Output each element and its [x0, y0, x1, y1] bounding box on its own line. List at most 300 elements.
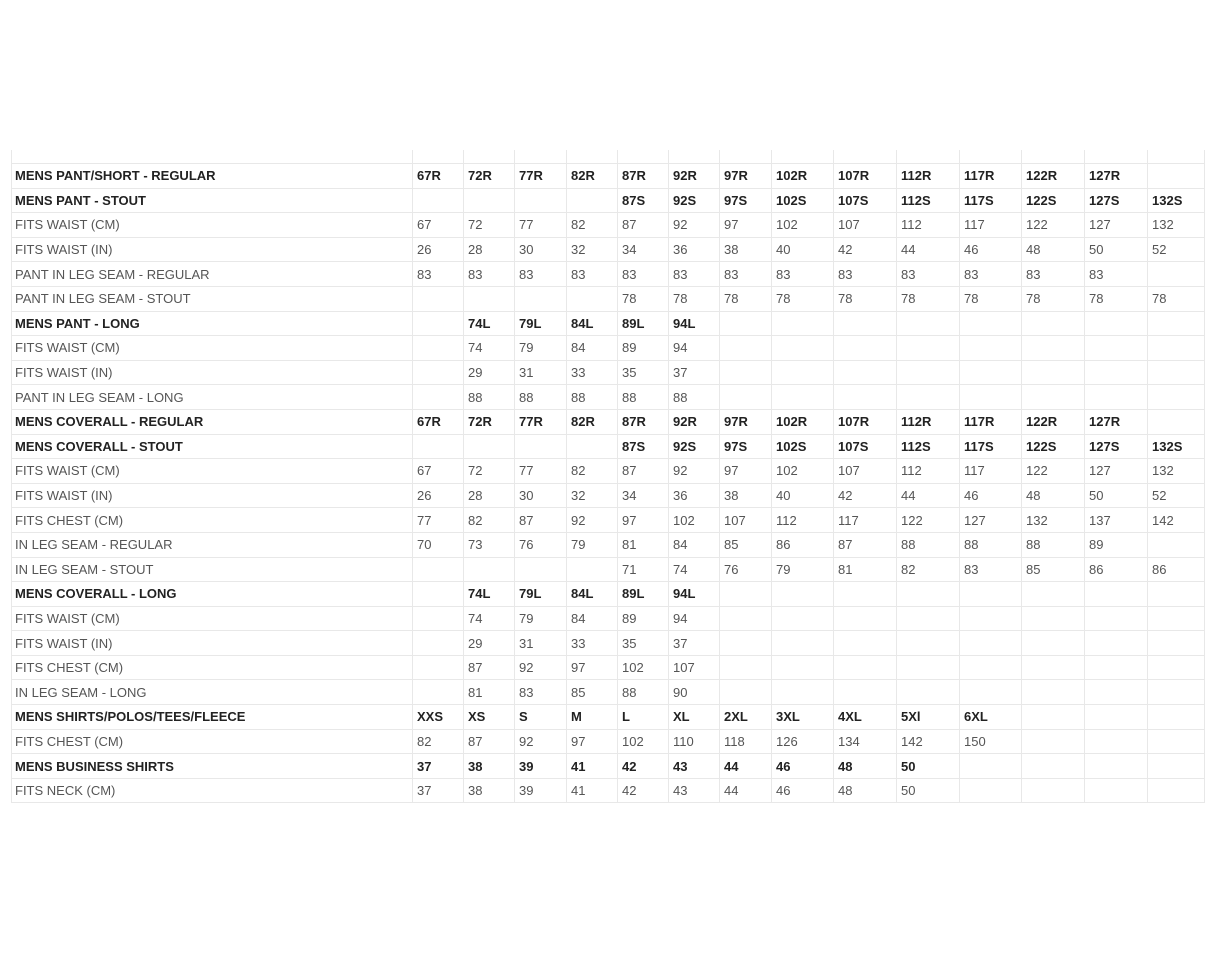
size-cell: 89L: [618, 311, 669, 336]
size-cell: [772, 385, 834, 410]
spacer-cell: [669, 150, 720, 164]
size-cell: 127: [1085, 213, 1148, 238]
size-cell: 127R: [1085, 409, 1148, 434]
table-row: [12, 262, 1205, 287]
size-cell: [834, 582, 897, 607]
size-cell: 97S: [720, 188, 772, 213]
size-cell: 67R: [413, 409, 464, 434]
size-cell: 112: [772, 508, 834, 533]
size-cell: 83: [772, 262, 834, 287]
table-row: [12, 582, 1205, 607]
size-cell: 30: [515, 237, 567, 262]
size-cell: 112R: [897, 409, 960, 434]
size-cell: 142: [1148, 508, 1205, 533]
size-cell: [1022, 311, 1085, 336]
size-cell: 77R: [515, 409, 567, 434]
size-cell: 87S: [618, 188, 669, 213]
size-cell: 102R: [772, 409, 834, 434]
size-cell: 87: [464, 729, 515, 754]
size-cell: [515, 188, 567, 213]
size-cell: 73: [464, 532, 515, 557]
size-cell: [834, 336, 897, 361]
size-cell: M: [567, 705, 618, 730]
size-cell: 76: [720, 557, 772, 582]
size-cell: 83: [1085, 262, 1148, 287]
size-cell: 122R: [1022, 164, 1085, 189]
size-cell: 127S: [1085, 188, 1148, 213]
size-cell: [413, 606, 464, 631]
size-cell: [1022, 606, 1085, 631]
size-cell: [1022, 655, 1085, 680]
size-cell: 88: [960, 532, 1022, 557]
size-cell: [834, 385, 897, 410]
size-cell: 107R: [834, 164, 897, 189]
size-cell: 117R: [960, 409, 1022, 434]
table-row: [12, 705, 1205, 730]
size-cell: 83: [669, 262, 720, 287]
size-cell: 92: [515, 729, 567, 754]
size-cell: [567, 434, 618, 459]
size-cell: [772, 360, 834, 385]
size-cell: 83: [720, 262, 772, 287]
size-cell: [1085, 336, 1148, 361]
size-cell: 89: [618, 606, 669, 631]
size-cell: 83: [960, 262, 1022, 287]
size-cell: 92: [669, 459, 720, 484]
size-cell: S: [515, 705, 567, 730]
size-cell: 87: [618, 213, 669, 238]
size-cell: 37: [413, 754, 464, 779]
table-row: [12, 483, 1205, 508]
size-cell: [960, 655, 1022, 680]
size-cell: [1148, 164, 1205, 189]
size-cell: 83: [1022, 262, 1085, 287]
size-cell: 118: [720, 729, 772, 754]
size-cell: [772, 655, 834, 680]
size-cell: 67R: [413, 164, 464, 189]
size-cell: 92S: [669, 188, 720, 213]
size-cell: 77: [413, 508, 464, 533]
size-cell: XS: [464, 705, 515, 730]
size-cell: 117R: [960, 164, 1022, 189]
size-cell: 107S: [834, 188, 897, 213]
size-cell: 132: [1148, 213, 1205, 238]
size-cell: 107: [669, 655, 720, 680]
size-cell: 31: [515, 360, 567, 385]
sizing-table: [11, 150, 1205, 803]
size-cell: [960, 778, 1022, 803]
size-cell: 112: [897, 459, 960, 484]
size-cell: [1148, 680, 1205, 705]
size-cell: 102S: [772, 188, 834, 213]
size-cell: 83: [413, 262, 464, 287]
size-cell: 70: [413, 532, 464, 557]
size-cell: 87R: [618, 409, 669, 434]
size-cell: [413, 655, 464, 680]
size-cell: 82R: [567, 409, 618, 434]
size-cell: 4XL: [834, 705, 897, 730]
size-cell: 83: [618, 262, 669, 287]
size-cell: 127S: [1085, 434, 1148, 459]
size-cell: 92S: [669, 434, 720, 459]
row-label: FITS CHEST (CM): [12, 655, 413, 680]
row-label: PANT IN LEG SEAM - REGULAR: [12, 262, 413, 287]
spacer-cell: [515, 150, 567, 164]
size-cell: 102R: [772, 164, 834, 189]
size-cell: [515, 557, 567, 582]
size-cell: 88: [567, 385, 618, 410]
table-row: [12, 778, 1205, 803]
size-cell: [1085, 385, 1148, 410]
size-cell: 107: [834, 213, 897, 238]
table-row: [12, 508, 1205, 533]
size-cell: 52: [1148, 237, 1205, 262]
size-cell: 137: [1085, 508, 1148, 533]
size-cell: 79L: [515, 582, 567, 607]
size-cell: [960, 754, 1022, 779]
size-cell: [1148, 778, 1205, 803]
table-row: [12, 729, 1205, 754]
size-cell: 72: [464, 459, 515, 484]
size-cell: 34: [618, 483, 669, 508]
size-cell: 92R: [669, 164, 720, 189]
size-cell: 89: [618, 336, 669, 361]
size-cell: XL: [669, 705, 720, 730]
size-cell: 87R: [618, 164, 669, 189]
size-cell: 97S: [720, 434, 772, 459]
size-cell: 94L: [669, 582, 720, 607]
size-cell: 92: [669, 213, 720, 238]
size-cell: [1085, 778, 1148, 803]
row-label: FITS WAIST (CM): [12, 606, 413, 631]
size-cell: 94: [669, 606, 720, 631]
size-cell: 29: [464, 631, 515, 656]
table-row: [12, 311, 1205, 336]
size-cell: 39: [515, 778, 567, 803]
table-row: [12, 557, 1205, 582]
spacer-cell: [464, 150, 515, 164]
size-cell: 79L: [515, 311, 567, 336]
size-cell: 79: [515, 606, 567, 631]
size-cell: 82: [567, 459, 618, 484]
size-cell: [960, 336, 1022, 361]
size-cell: 79: [567, 532, 618, 557]
size-cell: XXS: [413, 705, 464, 730]
size-cell: 86: [1148, 557, 1205, 582]
size-cell: 90: [669, 680, 720, 705]
size-cell: [1022, 705, 1085, 730]
spacer-cell: [618, 150, 669, 164]
size-cell: [1148, 311, 1205, 336]
size-cell: 117S: [960, 188, 1022, 213]
table-row: [12, 606, 1205, 631]
size-cell: 88: [669, 385, 720, 410]
size-cell: 42: [834, 237, 897, 262]
size-cell: 81: [618, 532, 669, 557]
size-cell: 82: [464, 508, 515, 533]
size-cell: 97: [720, 213, 772, 238]
size-cell: 48: [834, 778, 897, 803]
size-cell: 97: [720, 459, 772, 484]
size-cell: 87S: [618, 434, 669, 459]
size-cell: 127: [1085, 459, 1148, 484]
size-cell: [897, 582, 960, 607]
size-cell: 2XL: [720, 705, 772, 730]
spacer-row: [12, 150, 1205, 164]
size-cell: 117S: [960, 434, 1022, 459]
spacer-cell: [772, 150, 834, 164]
size-cell: 83: [897, 262, 960, 287]
row-label: MENS PANT - LONG: [12, 311, 413, 336]
size-cell: 84: [669, 532, 720, 557]
size-cell: 84: [567, 606, 618, 631]
size-cell: 3XL: [772, 705, 834, 730]
size-cell: [1022, 729, 1085, 754]
table-row: [12, 655, 1205, 680]
size-cell: 72R: [464, 164, 515, 189]
size-cell: 74: [669, 557, 720, 582]
size-cell: 78: [618, 286, 669, 311]
spacer-cell: [960, 150, 1022, 164]
spacer-cell: [897, 150, 960, 164]
row-label: FITS CHEST (CM): [12, 508, 413, 533]
size-cell: 132S: [1148, 188, 1205, 213]
row-label: PANT IN LEG SEAM - STOUT: [12, 286, 413, 311]
size-cell: 107S: [834, 434, 897, 459]
size-cell: 102: [669, 508, 720, 533]
size-cell: [772, 631, 834, 656]
size-cell: 92R: [669, 409, 720, 434]
size-cell: 83: [464, 262, 515, 287]
size-cell: 117: [960, 213, 1022, 238]
size-cell: 122: [1022, 459, 1085, 484]
size-cell: [772, 582, 834, 607]
size-cell: [1148, 336, 1205, 361]
size-cell: 87: [464, 655, 515, 680]
size-cell: 38: [464, 754, 515, 779]
size-cell: 38: [720, 483, 772, 508]
size-cell: [413, 582, 464, 607]
table-row: [12, 237, 1205, 262]
size-cell: [897, 311, 960, 336]
spacer-cell: [12, 150, 413, 164]
size-cell: [1022, 336, 1085, 361]
spacer-cell: [1148, 150, 1205, 164]
size-cell: 83: [834, 262, 897, 287]
row-label: FITS WAIST (IN): [12, 237, 413, 262]
size-cell: 32: [567, 483, 618, 508]
size-cell: 107: [834, 459, 897, 484]
size-cell: 48: [1022, 237, 1085, 262]
size-cell: 40: [772, 237, 834, 262]
size-cell: 81: [464, 680, 515, 705]
size-cell: 132: [1148, 459, 1205, 484]
size-cell: 74: [464, 336, 515, 361]
size-cell: 52: [1148, 483, 1205, 508]
size-cell: 74L: [464, 582, 515, 607]
size-cell: 122S: [1022, 434, 1085, 459]
size-cell: [464, 188, 515, 213]
size-cell: [1022, 631, 1085, 656]
size-cell: 85: [567, 680, 618, 705]
size-cell: 78: [720, 286, 772, 311]
size-cell: 76: [515, 532, 567, 557]
row-label: FITS WAIST (CM): [12, 213, 413, 238]
size-cell: 44: [897, 483, 960, 508]
size-cell: [413, 434, 464, 459]
size-cell: [960, 311, 1022, 336]
table-row: [12, 164, 1205, 189]
size-cell: 38: [464, 778, 515, 803]
size-cell: [960, 385, 1022, 410]
size-cell: [1022, 385, 1085, 410]
size-cell: [515, 434, 567, 459]
size-cell: [1085, 655, 1148, 680]
spacer-cell: [413, 150, 464, 164]
size-cell: 94L: [669, 311, 720, 336]
size-cell: 46: [960, 483, 1022, 508]
size-cell: [1148, 655, 1205, 680]
size-cell: 82: [897, 557, 960, 582]
size-cell: 117: [960, 459, 1022, 484]
size-cell: [413, 286, 464, 311]
size-cell: 85: [720, 532, 772, 557]
size-cell: 38: [720, 237, 772, 262]
size-cell: [1085, 311, 1148, 336]
spacer-cell: [720, 150, 772, 164]
row-label: MENS PANT/SHORT - REGULAR: [12, 164, 413, 189]
table-row: [12, 213, 1205, 238]
size-cell: 33: [567, 631, 618, 656]
size-cell: [1022, 754, 1085, 779]
size-cell: [464, 434, 515, 459]
size-cell: 72R: [464, 409, 515, 434]
size-cell: 102S: [772, 434, 834, 459]
size-cell: 87: [515, 508, 567, 533]
row-label: FITS WAIST (CM): [12, 459, 413, 484]
size-cell: 86: [772, 532, 834, 557]
size-cell: 122: [1022, 213, 1085, 238]
size-cell: 37: [413, 778, 464, 803]
size-cell: [1022, 680, 1085, 705]
size-cell: 88: [464, 385, 515, 410]
size-cell: [897, 336, 960, 361]
size-cell: [897, 360, 960, 385]
size-cell: [960, 680, 1022, 705]
size-cell: 107R: [834, 409, 897, 434]
size-cell: 122S: [1022, 188, 1085, 213]
size-cell: 50: [897, 778, 960, 803]
size-cell: [720, 311, 772, 336]
size-cell: 74L: [464, 311, 515, 336]
size-cell: 87: [618, 459, 669, 484]
size-cell: 83: [515, 262, 567, 287]
size-cell: 28: [464, 237, 515, 262]
size-cell: 86: [1085, 557, 1148, 582]
size-cell: 78: [897, 286, 960, 311]
size-cell: 43: [669, 754, 720, 779]
size-cell: 50: [1085, 483, 1148, 508]
size-cell: [413, 311, 464, 336]
table-row: [12, 385, 1205, 410]
size-cell: [413, 336, 464, 361]
table-row: [12, 680, 1205, 705]
size-cell: 92: [515, 655, 567, 680]
size-cell: 6XL: [960, 705, 1022, 730]
size-cell: 32: [567, 237, 618, 262]
size-cell: [1148, 262, 1205, 287]
size-cell: 122: [897, 508, 960, 533]
size-cell: 78: [1148, 286, 1205, 311]
size-cell: 34: [618, 237, 669, 262]
size-cell: [897, 655, 960, 680]
size-cell: [720, 336, 772, 361]
row-label: FITS CHEST (CM): [12, 729, 413, 754]
size-cell: 83: [960, 557, 1022, 582]
size-cell: [1148, 606, 1205, 631]
size-cell: [960, 631, 1022, 656]
size-cell: 72: [464, 213, 515, 238]
size-cell: 39: [515, 754, 567, 779]
spacer-cell: [1085, 150, 1148, 164]
size-cell: [897, 631, 960, 656]
size-cell: 78: [834, 286, 897, 311]
size-cell: 78: [772, 286, 834, 311]
size-cell: [1148, 385, 1205, 410]
size-cell: 77: [515, 459, 567, 484]
size-cell: [1085, 705, 1148, 730]
size-cell: 132: [1022, 508, 1085, 533]
size-cell: [960, 606, 1022, 631]
size-cell: 82: [413, 729, 464, 754]
size-cell: 127R: [1085, 164, 1148, 189]
size-cell: [720, 385, 772, 410]
size-cell: [1085, 582, 1148, 607]
size-cell: [1148, 631, 1205, 656]
size-cell: 87: [834, 532, 897, 557]
size-cell: 74: [464, 606, 515, 631]
size-cell: 26: [413, 237, 464, 262]
spacer-cell: [567, 150, 618, 164]
size-cell: 88: [1022, 532, 1085, 557]
size-cell: [567, 188, 618, 213]
size-cell: 150: [960, 729, 1022, 754]
size-cell: [413, 680, 464, 705]
size-cell: 110: [669, 729, 720, 754]
size-cell: 42: [834, 483, 897, 508]
size-cell: 88: [515, 385, 567, 410]
size-cell: 46: [960, 237, 1022, 262]
size-cell: 84L: [567, 311, 618, 336]
size-cell: [413, 360, 464, 385]
size-cell: 112: [897, 213, 960, 238]
size-cell: 117: [834, 508, 897, 533]
table-row: [12, 286, 1205, 311]
table-row: [12, 188, 1205, 213]
size-cell: [1148, 729, 1205, 754]
size-cell: 126: [772, 729, 834, 754]
size-cell: 127: [960, 508, 1022, 533]
size-cell: 107: [720, 508, 772, 533]
size-cell: [413, 188, 464, 213]
size-cell: [720, 582, 772, 607]
size-cell: [515, 286, 567, 311]
size-cell: [464, 557, 515, 582]
size-cell: 78: [1085, 286, 1148, 311]
size-cell: 84: [567, 336, 618, 361]
size-cell: 78: [1022, 286, 1085, 311]
size-cell: [1148, 409, 1205, 434]
